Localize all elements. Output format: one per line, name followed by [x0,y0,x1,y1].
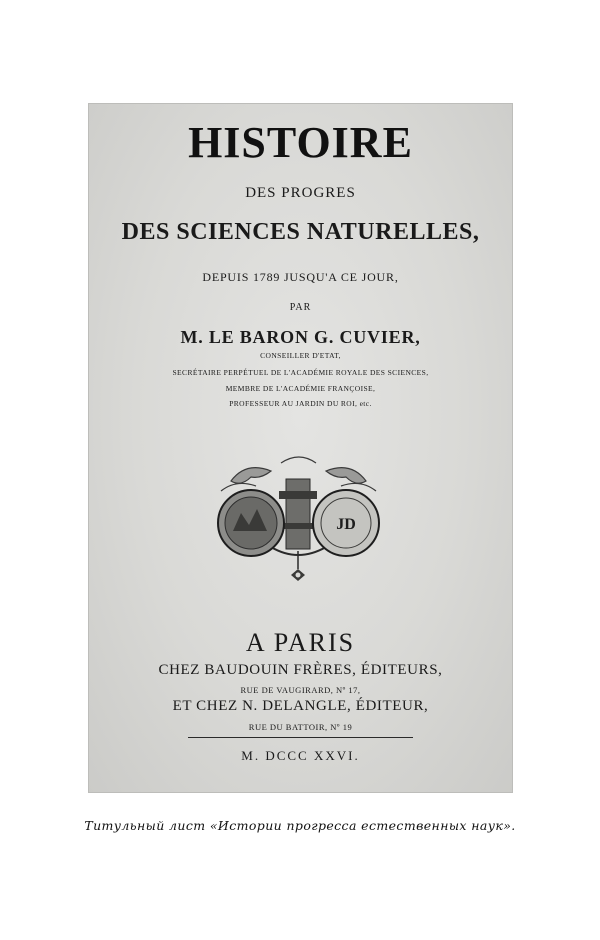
publication-city: A PARIS [245,628,356,657]
author-credential: MEMBRE DE L'ACADÉMIE FRANÇOISE, [225,384,376,393]
divider [188,737,413,738]
author-credential: SECRÉTAIRE PERPÉTUEL DE L'ACADÉMIE ROYALE DES SCIENCES, [172,368,429,377]
by-line: PAR [289,302,312,313]
author-credential: PROFESSEUR AU JARDIN DU ROI, etc. [229,399,372,408]
publisher-line-1: CHEZ BAUDOUIN FRÈRES, ÉDITEURS, [158,662,443,678]
author-name: M. LE BARON G. CUVIER, [180,327,421,347]
medallion-monogram: JD [336,516,356,533]
printer-emblem-icon [211,451,386,591]
author-credential: CONSEILLER D'ETAT, [260,351,341,360]
publisher-line-2: ET CHEZ N. DELANGLE, ÉDITEUR, [172,698,429,714]
publisher-address-2: RUE DU BATTOIR, Nº 19 [248,722,353,732]
subtitle-line-2: DES SCIENCES NATURELLES, [121,219,480,245]
figure-caption: Титульный лист «Истории прогресса естественных наук». [84,818,516,833]
publication-year: M. DCCC XXVI. [241,748,360,763]
subtitle-line-1: DES PROGRES [245,185,356,201]
dates-line: DEPUIS 1789 JUSQU'A CE JOUR, [202,270,399,284]
title-page-plate [88,103,513,793]
book-title: HISTOIRE [188,118,413,167]
publisher-address-1: RUE DE VAUGIRARD, Nº 17, [240,685,361,695]
